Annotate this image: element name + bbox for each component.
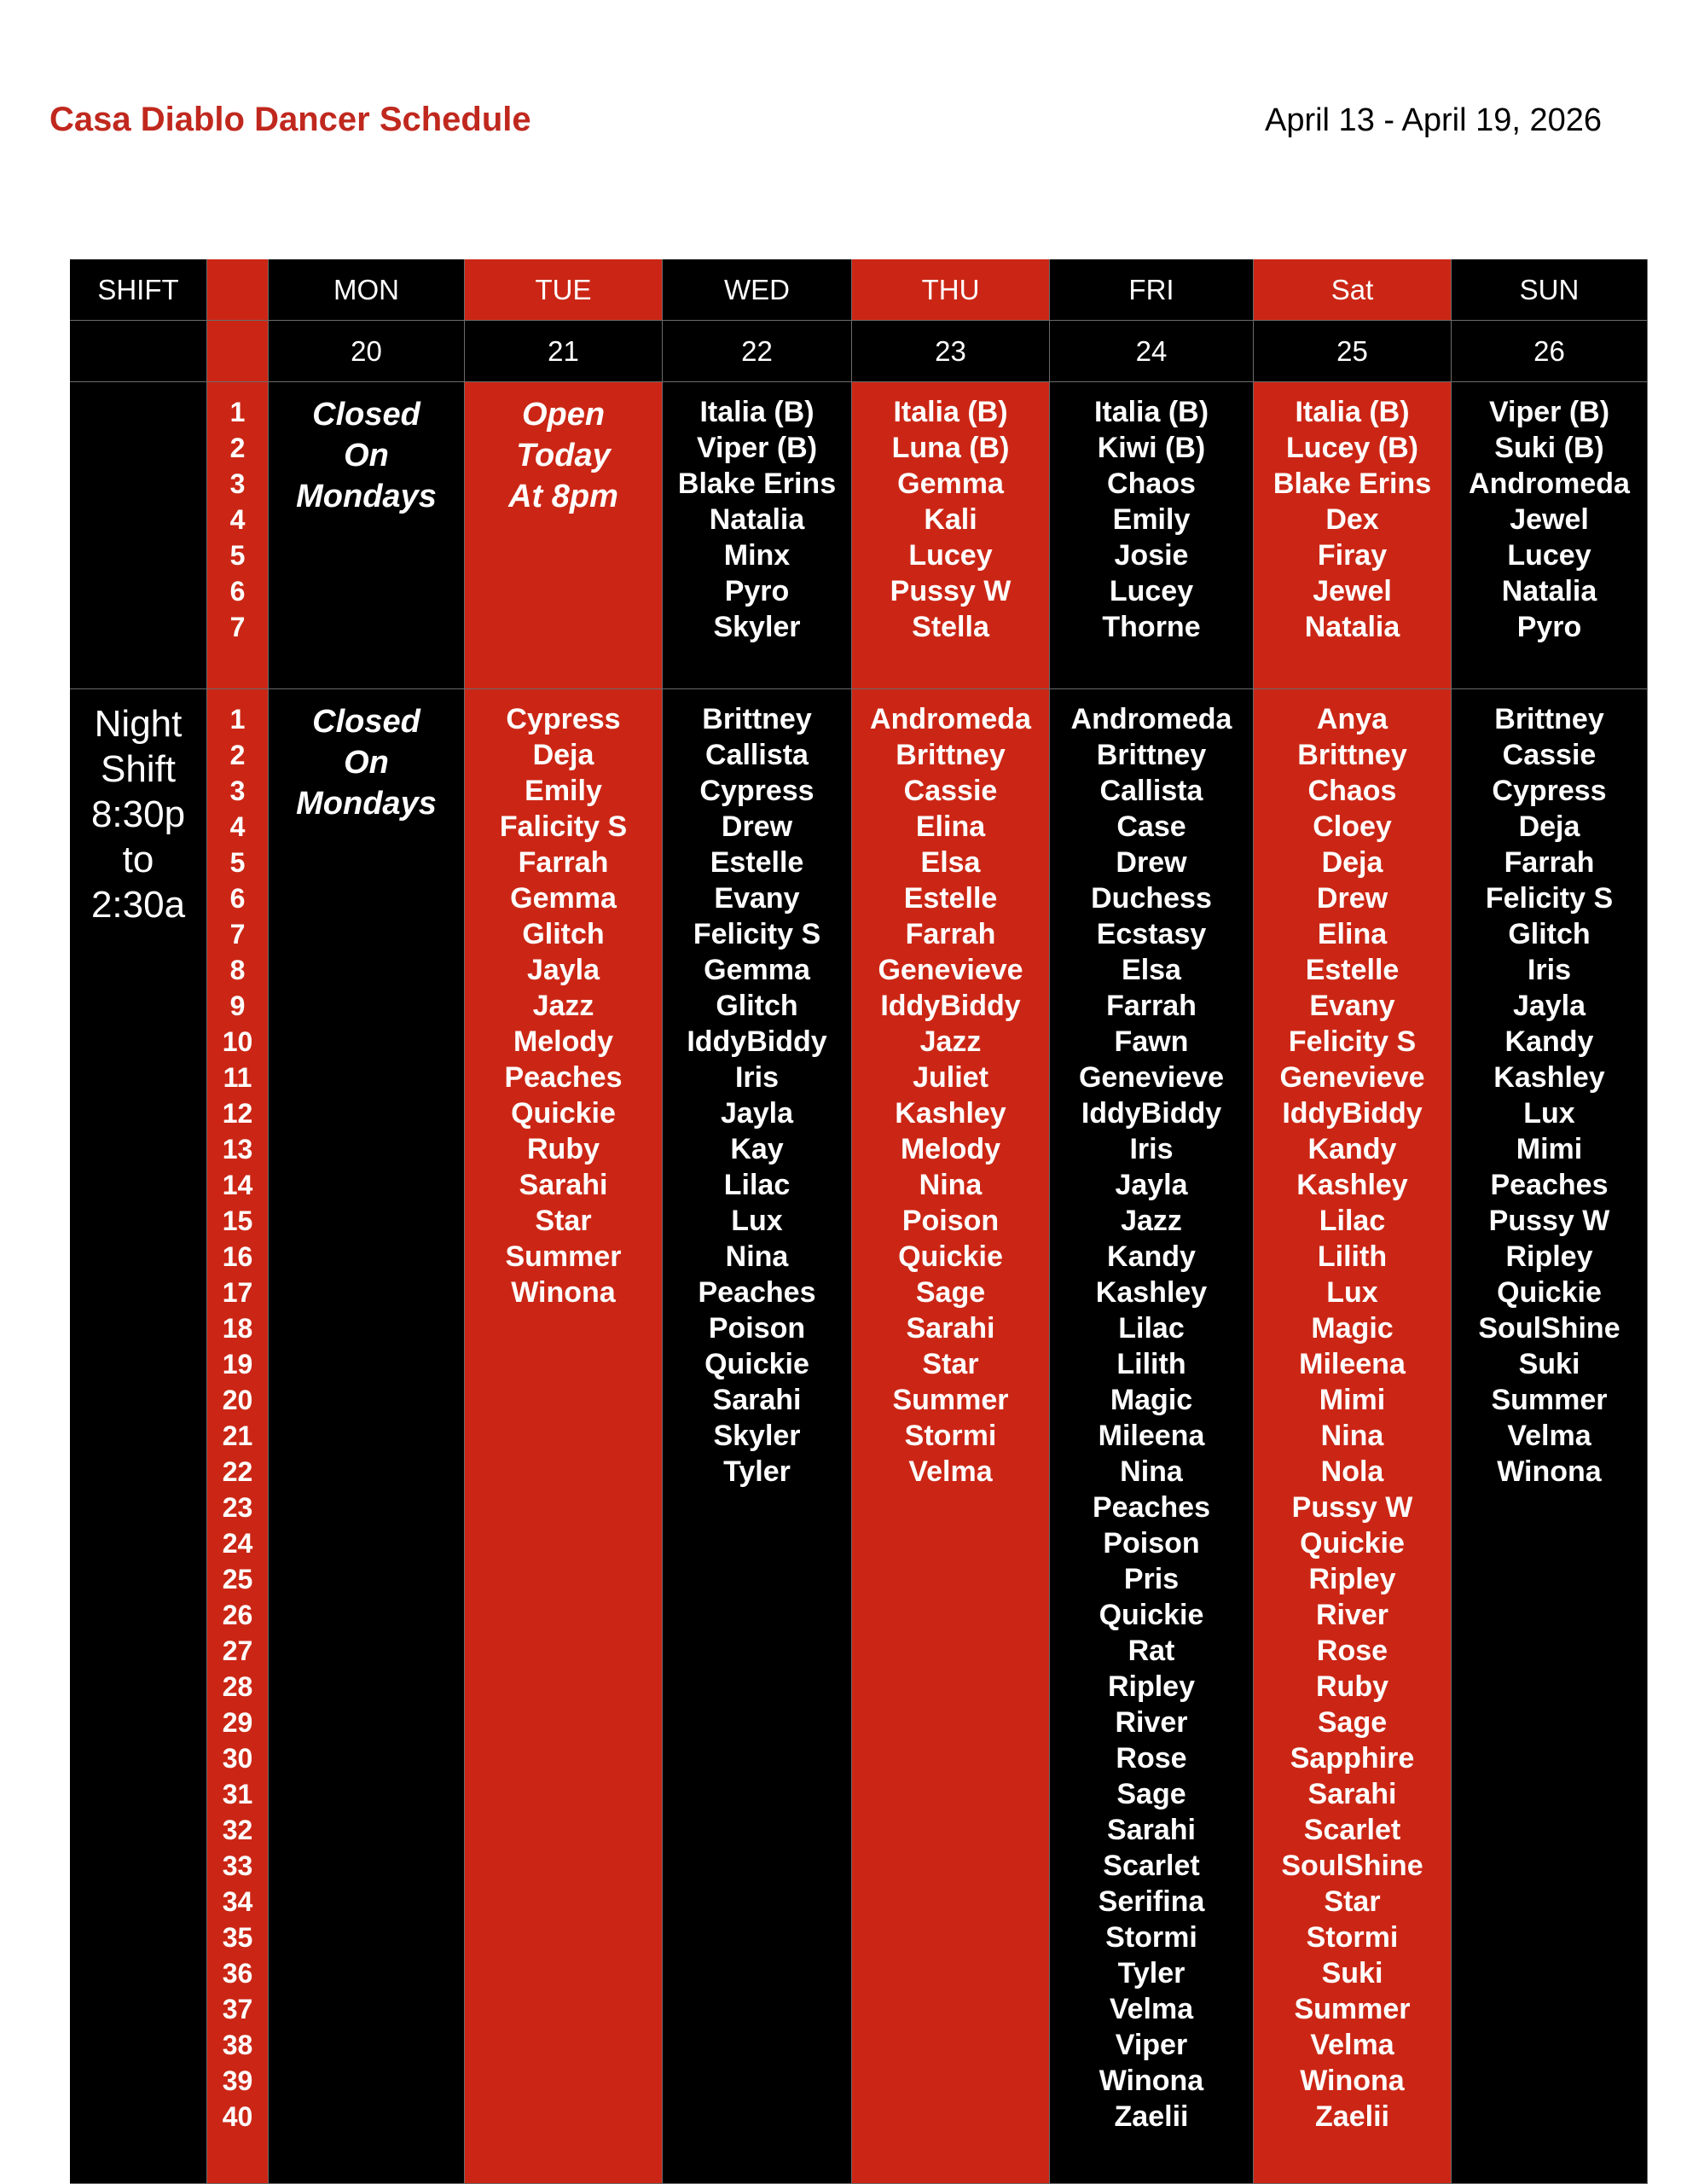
list-item: Andromeda (870, 703, 1031, 735)
list-item: Felicity S (1288, 1025, 1417, 1058)
list-item: Magic (1110, 1384, 1193, 1416)
list-item: Kiwi (B) (1097, 432, 1206, 464)
list-item: 29 (222, 1707, 253, 1738)
list-item: Deja (1321, 846, 1383, 879)
list-item: 26 (222, 1600, 253, 1630)
list-item: On (344, 745, 389, 781)
list-item: Lilac (1118, 1312, 1185, 1345)
list-item: Italia (B) (699, 396, 815, 428)
list-item: Stormi (904, 1420, 997, 1452)
day-shift-numbers (207, 382, 269, 689)
list-item: Suki (1518, 1348, 1580, 1380)
list-item: Sapphire (1290, 1742, 1415, 1774)
list-item: Poison (708, 1312, 806, 1345)
night-shift-sun (1452, 689, 1648, 2184)
list-item: Rose (1116, 1742, 1187, 1774)
date-wed: 22 (663, 321, 852, 382)
list-item: Sarahi (519, 1169, 608, 1201)
list-item: Tyler (723, 1455, 791, 1488)
list-item: 8 (229, 955, 246, 985)
list-item: Quickie (1099, 1599, 1204, 1631)
list-item: Mondays (296, 479, 437, 514)
list-item: Elsa (920, 846, 981, 879)
list-item: Mileena (1098, 1420, 1205, 1452)
list-item: Kashley (1296, 1169, 1408, 1201)
list-item: 31 (222, 1779, 253, 1809)
date-sun: 26 (1452, 321, 1648, 382)
list-item: 38 (222, 2030, 253, 2060)
list-item: Italia (B) (893, 396, 1008, 428)
list-item: Poison (901, 1205, 1000, 1237)
list-item: Star (535, 1205, 592, 1237)
list-item: River (1315, 1599, 1389, 1631)
list-item: 3 (229, 775, 246, 806)
list-item: 40 (222, 2101, 253, 2132)
list-item: Pyro (724, 575, 790, 607)
list-item: Felicity S (1485, 882, 1614, 915)
list-item: Tyler (1117, 1957, 1186, 1989)
list-item: Melody (513, 1025, 614, 1058)
date-tue: 21 (465, 321, 663, 382)
day-shift-tue (465, 382, 663, 689)
list-item: Pris (1123, 1563, 1180, 1595)
list-item: Pussy W (1488, 1205, 1610, 1237)
day-header-tue: TUE (465, 259, 663, 321)
list-item: Pussy W (1291, 1491, 1413, 1524)
list-item: Elina (1317, 918, 1388, 950)
date-row-number (207, 321, 269, 382)
list-item: Velma (1507, 1420, 1591, 1452)
list-item: Suki (1321, 1957, 1383, 1989)
day-header-sun: SUN (1452, 259, 1648, 321)
list-item: Lux (1523, 1097, 1575, 1130)
list-item: 12 (222, 1098, 253, 1129)
list-item: Nina (1320, 1420, 1384, 1452)
list-item: Callista (1099, 775, 1203, 807)
list-item: Dex (1325, 503, 1379, 536)
date-thu: 23 (852, 321, 1050, 382)
list-item: 4 (229, 504, 246, 535)
list-item: Andromeda (1070, 703, 1232, 735)
list-item: 6 (229, 883, 246, 914)
list-item: Josie (1114, 539, 1189, 572)
list-item: Chaos (1307, 775, 1397, 807)
list-item: Lucey (1507, 539, 1591, 572)
list-item: Nola (1320, 1455, 1384, 1488)
list-item: Suki (B) (1494, 432, 1604, 464)
list-item: Drew (1316, 882, 1388, 915)
list-item: Serifina (1098, 1885, 1205, 1918)
list-item: Natalia (1501, 575, 1597, 607)
list-item: Ripley (1107, 1670, 1196, 1703)
list-item: Magic (1311, 1312, 1394, 1345)
night-shift-mon (269, 689, 465, 2184)
list-item: Star (922, 1348, 979, 1380)
list-item: Blake Erins (1272, 468, 1432, 500)
list-item: Falicity S (499, 810, 628, 843)
list-item: Quickie (1300, 1527, 1405, 1560)
list-item: Sage (915, 1276, 986, 1309)
date-range: April 13 - April 19, 2026 (1264, 102, 1602, 138)
list-item: Natalia (709, 503, 805, 536)
list-item: 23 (222, 1492, 253, 1523)
list-item: Genevieve (1078, 1061, 1225, 1094)
list-item: Gemma (704, 954, 810, 986)
list-item: Velma (1109, 1993, 1194, 2025)
list-item: Cassie (903, 775, 998, 807)
night-shift-tue (465, 689, 663, 2184)
list-item: IddyBiddy (880, 990, 1021, 1022)
list-item: Farrah (1504, 846, 1595, 879)
list-item: 5 (229, 847, 246, 878)
list-item: 6 (229, 576, 246, 607)
list-item: 7 (229, 919, 246, 950)
shift-header: SHIFT (70, 259, 207, 321)
list-item: 2:30a (90, 884, 186, 926)
list-item: Lux (1326, 1276, 1378, 1309)
list-item: Pyro (1516, 611, 1582, 643)
list-item: Jazz (1121, 1205, 1182, 1237)
list-item: Shift (100, 748, 177, 790)
list-item: Drew (1116, 846, 1187, 879)
list-item: Lux (731, 1205, 783, 1237)
list-item: 8:30p (90, 793, 186, 835)
list-item: Luna (B) (891, 432, 1010, 464)
list-item: Italia (B) (1295, 396, 1410, 428)
list-item: Elina (915, 810, 986, 843)
list-item: Scarlet (1303, 1814, 1401, 1846)
list-item: Sarahi (1307, 1778, 1397, 1810)
night-shift-thu (852, 689, 1050, 2184)
list-item: Summer (1294, 1993, 1411, 2025)
date-mon: 20 (269, 321, 465, 382)
list-item: Scarlet (1103, 1850, 1200, 1882)
list-item: 28 (222, 1671, 253, 1702)
list-item: 25 (222, 1564, 253, 1594)
list-item: Lilith (1317, 1240, 1388, 1273)
list-item: Lucey (908, 539, 993, 572)
list-item: 2 (229, 740, 246, 770)
list-item: 18 (222, 1313, 253, 1344)
list-item: Summer (1491, 1384, 1608, 1416)
list-item: 24 (222, 1528, 253, 1559)
list-item: Star (1324, 1885, 1381, 1918)
list-item: Poison (1103, 1527, 1200, 1560)
list-item: At 8pm (508, 479, 618, 514)
list-item: Melody (900, 1133, 1001, 1165)
list-item: Andromeda (1469, 468, 1630, 500)
night-shift-sat (1254, 689, 1452, 2184)
day-header-thu: THU (852, 259, 1050, 321)
list-item: Stormi (1306, 1921, 1399, 1954)
list-item: Kandy (1307, 1133, 1397, 1165)
list-item: Sarahi (712, 1384, 802, 1416)
list-item: Ripley (1308, 1563, 1396, 1595)
list-item: Nina (1120, 1455, 1183, 1488)
day-header-wed: WED (663, 259, 852, 321)
list-item: Zaelii (1315, 2100, 1389, 2133)
list-item: 1 (229, 397, 246, 427)
list-item: Jazz (919, 1025, 982, 1058)
list-item: Minx (723, 539, 791, 572)
list-item: Iris (1129, 1133, 1174, 1165)
list-item: 21 (222, 1420, 253, 1451)
list-item: Italia (B) (1093, 396, 1209, 428)
list-item: Ripley (1505, 1240, 1593, 1273)
day-shift-sat (1254, 382, 1452, 689)
night-shift-wed (663, 689, 852, 2184)
list-item: Quickie (898, 1240, 1003, 1273)
list-item: Firay (1317, 539, 1388, 572)
schedule-table (70, 259, 1658, 2184)
list-item: Callista (705, 739, 809, 771)
list-item: Peaches (1490, 1169, 1609, 1201)
list-item: Winona (1497, 1455, 1602, 1488)
list-item: Night (94, 703, 183, 745)
list-item: Brittney (1096, 739, 1207, 771)
list-item: Rose (1316, 1635, 1388, 1667)
list-item: Kandy (1504, 1025, 1594, 1058)
list-item: Felicity S (693, 918, 821, 950)
list-item: IddyBiddy (687, 1025, 827, 1058)
night-shift-label (70, 689, 207, 2184)
day-shift-mon (269, 382, 465, 689)
list-item: Peaches (504, 1061, 623, 1094)
list-item: Fawn (1114, 1025, 1189, 1058)
list-item: Lilith (1116, 1348, 1186, 1380)
night-shift-fri (1050, 689, 1254, 2184)
day-shift-label (70, 382, 207, 689)
list-item: Case (1116, 810, 1186, 843)
list-item: Farrah (1106, 990, 1197, 1022)
list-item: Glitch (522, 918, 605, 950)
list-item: River (1115, 1706, 1188, 1739)
date-row-shift (70, 321, 207, 382)
list-item: Cloey (1313, 810, 1392, 843)
list-item: Lucey (1109, 575, 1194, 607)
list-item: Kashley (895, 1097, 1006, 1130)
list-item: Quickie (511, 1097, 616, 1130)
list-item: Drew (721, 810, 793, 843)
list-item: 32 (222, 1815, 253, 1845)
list-item: Today (516, 438, 611, 473)
list-item: Ecstasy (1096, 918, 1207, 950)
list-item: Sage (1116, 1778, 1186, 1810)
list-item: Viper (1115, 2029, 1188, 2061)
list-item: Estelle (903, 882, 998, 915)
list-item: 9 (229, 990, 246, 1021)
night-shift-numbers (207, 689, 269, 2184)
list-item: Nina (919, 1169, 983, 1201)
list-item: 37 (222, 1994, 253, 2024)
day-shift-thu (852, 382, 1050, 689)
list-item: Jazz (532, 990, 594, 1022)
list-item: Duchess (1091, 882, 1212, 915)
day-shift-wed (663, 382, 852, 689)
list-item: 7 (229, 612, 246, 642)
list-item: 4 (229, 811, 246, 842)
list-item: Jewel (1510, 503, 1589, 536)
list-item: 17 (222, 1277, 253, 1308)
list-item: Juliet (913, 1061, 988, 1094)
list-item: Zaelii (1114, 2100, 1189, 2133)
list-item: Elsa (1122, 954, 1181, 986)
list-item: Anya (1316, 703, 1388, 735)
list-item: 33 (222, 1850, 253, 1881)
list-item: to (122, 839, 154, 880)
list-item: Stella (912, 611, 989, 643)
list-item: 39 (222, 2065, 253, 2096)
list-item: 30 (222, 1743, 253, 1774)
list-item: 27 (222, 1635, 253, 1666)
list-item: Stormi (1105, 1921, 1197, 1954)
list-item: 36 (222, 1958, 253, 1989)
day-header-fri: FRI (1050, 259, 1254, 321)
list-item: Gemma (897, 468, 1004, 500)
list-item: 14 (222, 1170, 253, 1200)
list-item: Jayla (1115, 1169, 1188, 1201)
list-item: Brittney (702, 703, 812, 735)
list-item: Blake Erins (677, 468, 837, 500)
number-header (207, 259, 269, 321)
list-item: Lilac (1319, 1205, 1386, 1237)
list-item: On (344, 438, 389, 473)
list-item: Rat (1128, 1635, 1175, 1667)
list-item: Jayla (720, 1097, 794, 1130)
list-item: Evany (1309, 990, 1395, 1022)
list-item: IddyBiddy (1282, 1097, 1423, 1130)
list-item: Peaches (698, 1276, 816, 1309)
list-item: Summer (505, 1240, 622, 1273)
list-item: Kali (924, 503, 977, 536)
list-item: Genevieve (878, 954, 1023, 986)
list-item: 15 (222, 1205, 253, 1236)
list-item: Evany (714, 882, 800, 915)
list-item: Cypress (1492, 775, 1607, 807)
day-header-mon: MON (269, 259, 465, 321)
list-item: 35 (222, 1922, 253, 1953)
list-item: Emily (1112, 503, 1191, 536)
list-item: Brittney (1297, 739, 1407, 771)
list-item: 5 (229, 540, 246, 571)
list-item: 34 (222, 1886, 253, 1917)
list-item: Viper (B) (696, 432, 818, 464)
list-item: Velma (1310, 2029, 1394, 2061)
list-item: Iris (1527, 954, 1572, 986)
date-sat: 25 (1254, 321, 1452, 382)
list-item: Velma (908, 1455, 993, 1488)
list-item: 10 (222, 1026, 253, 1057)
list-item: Thorne (1102, 611, 1201, 643)
list-item: Brittney (1494, 703, 1604, 735)
list-item: Open (521, 397, 606, 433)
list-item: Lucey (B) (1286, 432, 1418, 464)
list-item: SoulShine (1281, 1850, 1423, 1882)
list-item: 2 (229, 433, 246, 463)
list-item: Kay (730, 1133, 784, 1165)
list-item: Winona (511, 1276, 616, 1309)
list-item: Skyler (713, 611, 801, 643)
list-item: Summer (892, 1384, 1009, 1416)
date-fri: 24 (1050, 321, 1254, 382)
list-item: Glitch (1508, 918, 1591, 950)
list-item: 20 (222, 1385, 253, 1415)
list-item: Mimi (1516, 1133, 1583, 1165)
list-item: Winona (1300, 2065, 1405, 2097)
list-item: Brittney (896, 739, 1006, 771)
list-item: 19 (222, 1349, 253, 1380)
list-item: 22 (222, 1456, 253, 1487)
list-item: Farrah (518, 846, 609, 879)
list-item: 16 (222, 1241, 253, 1272)
list-item: SoulShine (1478, 1312, 1620, 1345)
list-item: 11 (223, 1062, 252, 1093)
list-item: Jewel (1313, 575, 1392, 607)
list-item: 1 (229, 704, 246, 735)
list-item: Skyler (713, 1420, 801, 1452)
page-title: Casa Diablo Dancer Schedule (49, 101, 531, 138)
list-item: Viper (B) (1488, 396, 1610, 428)
list-item: Mileena (1299, 1348, 1406, 1380)
list-item: Estelle (710, 846, 804, 879)
list-item: Closed (312, 704, 420, 740)
list-item: Iris (734, 1061, 780, 1094)
list-item: Kashley (1493, 1061, 1605, 1094)
list-item: Cypress (699, 775, 815, 807)
list-item: Jayla (1512, 990, 1586, 1022)
list-item: Closed (312, 397, 420, 433)
list-item: IddyBiddy (1081, 1097, 1222, 1130)
list-item: Genevieve (1279, 1061, 1425, 1094)
list-item: Deja (1518, 810, 1580, 843)
list-item: Mondays (296, 786, 437, 822)
list-item: Peaches (1093, 1491, 1210, 1524)
list-item: Emily (525, 775, 602, 807)
list-item: Cypress (506, 703, 621, 735)
list-item: Deja (532, 739, 594, 771)
list-item: Quickie (704, 1348, 809, 1380)
list-item: Estelle (1305, 954, 1400, 986)
list-item: Ruby (527, 1133, 600, 1165)
list-item: Natalia (1304, 611, 1400, 643)
list-item: Sage (1317, 1706, 1388, 1739)
list-item: 13 (222, 1134, 253, 1165)
day-header-sat: Sat (1254, 259, 1452, 321)
list-item: Sarahi (1107, 1814, 1196, 1846)
list-item: Quickie (1497, 1276, 1602, 1309)
list-item: Farrah (905, 918, 996, 950)
list-item: Glitch (716, 990, 798, 1022)
list-item: Nina (725, 1240, 789, 1273)
list-item: Sarahi (906, 1312, 995, 1345)
day-shift-sun (1452, 382, 1648, 689)
day-shift-fri (1050, 382, 1254, 689)
list-item: 3 (229, 468, 246, 499)
list-item: Gemma (510, 882, 617, 915)
list-item: Ruby (1316, 1670, 1388, 1703)
list-item: Lilac (723, 1169, 791, 1201)
list-item: Cassie (1502, 739, 1597, 771)
list-item: Jayla (526, 954, 600, 986)
list-item: Mimi (1319, 1384, 1386, 1416)
list-item: Winona (1099, 2065, 1204, 2097)
list-item: Kashley (1095, 1276, 1208, 1309)
list-item: Kandy (1107, 1240, 1196, 1273)
list-item: Chaos (1107, 468, 1196, 500)
list-item: Pussy W (890, 575, 1012, 607)
